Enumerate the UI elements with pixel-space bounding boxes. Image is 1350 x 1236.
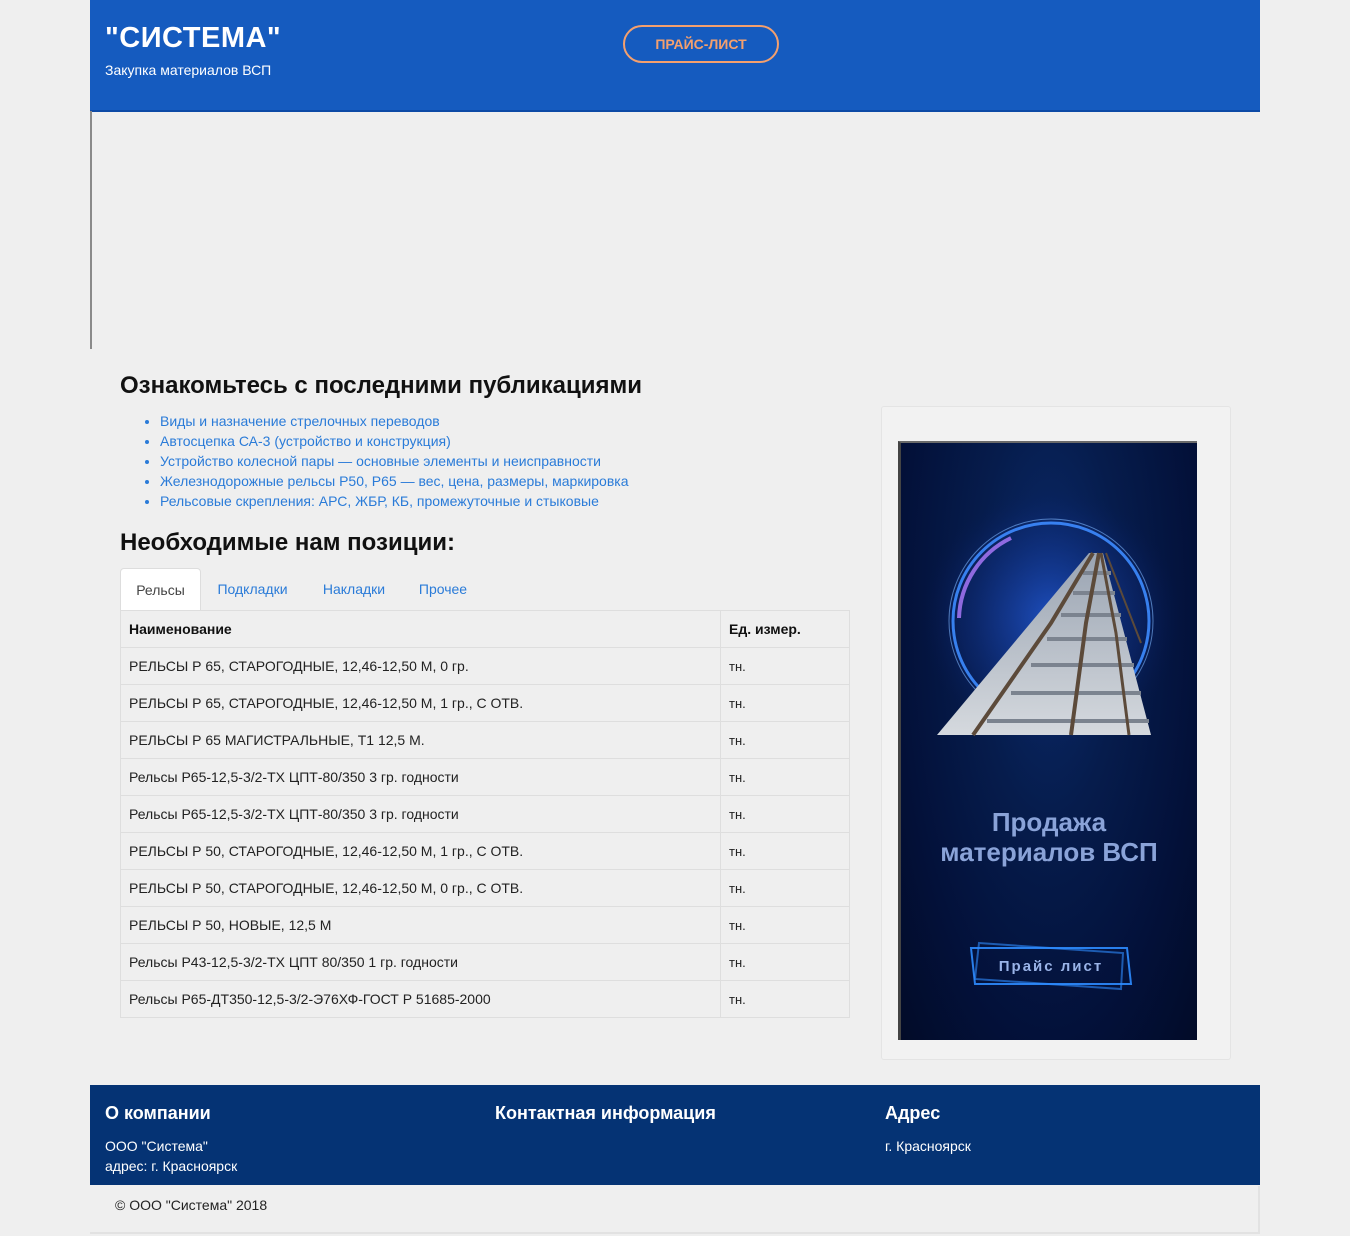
sidebar-ad-card <box>881 406 1231 1060</box>
list-item <box>160 471 629 491</box>
table-row <box>121 907 850 944</box>
publication-link[interactable]: Рельсовые скрепления: АРС, ЖБР, КБ, промежуточные и стыковые <box>160 493 599 509</box>
cell-unit: тн. <box>721 907 850 944</box>
cell-unit: тн. <box>721 833 850 870</box>
site-subtitle: Закупка материалов ВСП <box>105 62 272 78</box>
list-item <box>160 491 629 511</box>
cell-unit: тн. <box>721 685 850 722</box>
table-row <box>121 685 850 722</box>
table-row <box>121 796 850 833</box>
publication-link[interactable]: Железнодорожные рельсы Р50, Р65 — вес, цена, размеры, маркировка <box>160 473 629 489</box>
footer-contacts <box>495 1103 716 1136</box>
cell-name: Рельсы Р65-ДТ350-12,5-3/2-Э76ХФ-ГОСТ Р 51685-2000 <box>121 981 721 1018</box>
table-row <box>121 759 850 796</box>
footer-address-line: г. Красноярск <box>885 1138 971 1154</box>
ad-banner[interactable] <box>898 441 1197 1040</box>
copyright-bar <box>90 1186 1260 1234</box>
list-item <box>160 411 629 431</box>
ad-price-list-button[interactable]: Прайс лист <box>998 957 1104 975</box>
cell-unit: тн. <box>721 722 850 759</box>
list-item <box>160 431 629 451</box>
cell-unit: тн. <box>721 648 850 685</box>
tab-rails[interactable]: Рельсы <box>120 568 201 611</box>
footer-contacts-title: Контактная информация <box>495 1103 716 1123</box>
banner-placeholder <box>90 111 1262 349</box>
positions-tabs <box>120 568 850 611</box>
ad-title-line: Продажа <box>991 807 1107 837</box>
cell-name: Рельсы Р65-12,5-3/2-ТХ ЦПТ-80/350 3 гр. годности <box>121 759 721 796</box>
site-footer <box>90 1085 1260 1185</box>
tab-joint-bars[interactable]: Накладки <box>322 580 386 597</box>
footer-address <box>885 1103 971 1156</box>
cell-name: РЕЛЬСЫ Р 50, НОВЫЕ, 12,5 М <box>121 907 721 944</box>
footer-about-line: адрес: г. Красноярск <box>105 1158 238 1174</box>
footer-about-title: О компании <box>105 1103 211 1123</box>
table-row <box>121 833 850 870</box>
site-header <box>90 0 1260 112</box>
cell-unit: тн. <box>721 796 850 833</box>
footer-address-title: Адрес <box>885 1103 941 1123</box>
ad-title <box>901 807 1197 867</box>
table-row <box>121 944 850 981</box>
cell-unit: тн. <box>721 759 850 796</box>
cell-name: Рельсы Р65-12,5-3/2-ТХ ЦПТ-80/350 3 гр. годности <box>121 796 721 833</box>
site-title[interactable]: "СИСТЕМА" <box>105 22 282 54</box>
cell-name: РЕЛЬСЫ Р 50, СТАРОГОДНЫЕ, 12,46-12,50 М, 1 гр., С ОТВ. <box>121 833 721 870</box>
publication-link[interactable]: Виды и назначение стрелочных переводов <box>160 413 440 429</box>
footer-about-line: ООО "Система" <box>105 1138 208 1154</box>
cell-unit: тн. <box>721 870 850 907</box>
copyright-text: © ООО "Система" 2018 <box>115 1197 268 1213</box>
positions-table <box>120 610 850 1018</box>
cell-name: РЕЛЬСЫ Р 50, СТАРОГОДНЫЕ, 12,46-12,50 М, 0 гр., С ОТВ. <box>121 870 721 907</box>
cell-name: РЕЛЬСЫ Р 65, СТАРОГОДНЫЕ, 12,46-12,50 М, 0 гр. <box>121 648 721 685</box>
list-item <box>160 451 629 471</box>
table-row <box>121 648 850 685</box>
price-list-button[interactable]: ПРАЙС-ЛИСТ <box>623 25 779 63</box>
cell-unit: тн. <box>721 981 850 1018</box>
footer-about <box>105 1103 237 1176</box>
table-row <box>121 981 850 1018</box>
table-header-row <box>121 611 850 648</box>
tab-other[interactable]: Прочее <box>418 580 468 597</box>
publications-heading: Ознакомьтесь с последними публикациями <box>120 372 643 399</box>
positions-heading: Необходимые нам позиции: <box>120 529 455 556</box>
publication-link[interactable]: Устройство колесной пары — основные элементы и неисправности <box>160 453 601 469</box>
cell-name: РЕЛЬСЫ Р 65, СТАРОГОДНЫЕ, 12,46-12,50 М, 1 гр., С ОТВ. <box>121 685 721 722</box>
column-header-unit: Ед. измер. <box>721 611 850 648</box>
column-header-name: Наименование <box>121 611 721 648</box>
cell-unit: тн. <box>721 944 850 981</box>
cell-name: РЕЛЬСЫ Р 65 МАГИСТРАЛЬНЫЕ, Т1 12,5 М. <box>121 722 721 759</box>
ad-title-line: материалов ВСП <box>940 837 1158 867</box>
table-row <box>121 722 850 759</box>
publication-link[interactable]: Автосцепка СА-3 (устройство и конструкция) <box>160 433 451 449</box>
tab-tie-plates[interactable]: Подкладки <box>217 580 288 597</box>
cell-name: Рельсы Р43-12,5-3/2-ТХ ЦПТ 80/350 1 гр. годности <box>121 944 721 981</box>
table-row <box>121 870 850 907</box>
publications-list <box>140 411 629 511</box>
